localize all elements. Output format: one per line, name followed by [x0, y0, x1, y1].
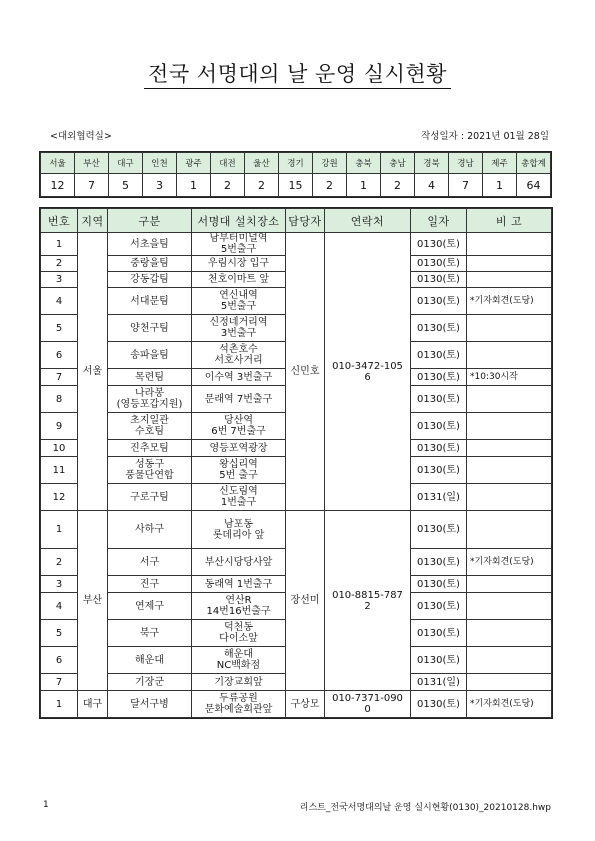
- date-cell: 0131(일): [411, 674, 467, 691]
- date-cell: 0130(토): [411, 386, 467, 413]
- summary-region-header: 총합계: [517, 153, 551, 174]
- summary-count-cell: 7: [75, 174, 109, 197]
- team-cell: 기장군: [108, 674, 192, 691]
- column-header: 비 고: [467, 209, 552, 233]
- row-number: 2: [41, 256, 78, 272]
- place-cell: 이수역 3번출구: [192, 369, 286, 386]
- summary-count-cell: 2: [313, 174, 347, 197]
- summary-region-header: 울산: [245, 153, 279, 174]
- page-number: 1: [43, 800, 49, 810]
- note-cell: [467, 620, 552, 647]
- row-number: 1: [41, 691, 78, 718]
- summary-region-header: 충남: [381, 153, 415, 174]
- place-cell: 신정네거리역 3번출구: [192, 315, 286, 342]
- date-cell: 0130(토): [411, 549, 467, 576]
- date-cell: 0130(토): [411, 233, 467, 256]
- summary-count-cell: 2: [381, 174, 415, 197]
- summary-count-cell: 1: [177, 174, 211, 197]
- place-cell: 두류공원 문화예술회관앞: [192, 691, 286, 718]
- manager-cell: 신민호: [286, 233, 325, 511]
- date-cell: 0130(토): [411, 413, 467, 440]
- place-cell: 석촌호수 서호사거리: [192, 342, 286, 369]
- row-number: 7: [41, 369, 78, 386]
- date-cell: 0130(토): [411, 593, 467, 620]
- summary-region-header: 강원: [313, 153, 347, 174]
- region-cell: 부산: [78, 511, 108, 691]
- summary-count-row: [41, 174, 551, 197]
- column-header: 지역: [78, 209, 108, 233]
- team-cell: 진구: [108, 576, 192, 593]
- place-cell: 연신내역 5번출구: [192, 288, 286, 315]
- table-row: [41, 691, 552, 718]
- date-cell: 0130(토): [411, 457, 467, 484]
- place-cell: 문래역 7번출구: [192, 386, 286, 413]
- summary-region-header: 경남: [449, 153, 483, 174]
- note-cell: [467, 386, 552, 413]
- summary-count-cell: 15: [279, 174, 313, 197]
- date-cell: 0130(토): [411, 369, 467, 386]
- place-cell: 연산R 14번16번출구: [192, 593, 286, 620]
- note-cell: [467, 647, 552, 674]
- table-row: [41, 233, 552, 256]
- roster-table: [40, 208, 552, 718]
- place-cell: 동래역 1번출구: [192, 576, 286, 593]
- summary-count-cell: 4: [415, 174, 449, 197]
- team-cell: 서대문팀: [108, 288, 192, 315]
- note-cell: [467, 233, 552, 256]
- row-number: 6: [41, 342, 78, 369]
- note-cell: [467, 457, 552, 484]
- note-cell: [467, 511, 552, 549]
- place-cell: 기장교회앞: [192, 674, 286, 691]
- row-number: 7: [41, 674, 78, 691]
- date-cell: 0131(일): [411, 484, 467, 511]
- summary-region-header: 인천: [143, 153, 177, 174]
- summary-region-header: 서울: [41, 153, 75, 174]
- team-cell: 성동구 풍물단연합: [108, 457, 192, 484]
- place-cell: 우림시장 입구: [192, 256, 286, 272]
- summary-count-cell: 64: [517, 174, 551, 197]
- column-header: 서명대 설치장소: [192, 209, 286, 233]
- row-number: 1: [41, 233, 78, 256]
- summary-region-header: 제주: [483, 153, 517, 174]
- team-cell: 서구: [108, 549, 192, 576]
- team-cell: 달서구병: [108, 691, 192, 718]
- place-cell: 천호이마트 앞: [192, 272, 286, 288]
- file-name: 리스트_전국서명대의날 운영 실시현황(0130)_20210128.hwp: [299, 803, 551, 813]
- place-cell: 부산시당당사앞: [192, 549, 286, 576]
- team-cell: 진추모팀: [108, 440, 192, 457]
- row-number: 8: [41, 386, 78, 413]
- summary-count-cell: 5: [109, 174, 143, 197]
- team-cell: 구로구팀: [108, 484, 192, 511]
- date-cell: 0130(토): [411, 272, 467, 288]
- row-number: 11: [41, 457, 78, 484]
- note-cell: *기자회견(도당): [467, 288, 552, 315]
- department-label: <대외협력실>: [50, 131, 112, 142]
- written-date: 작성일자 : 2021년 01월 28일: [421, 131, 549, 142]
- summary-count-cell: 7: [449, 174, 483, 197]
- column-header: 연락처: [325, 209, 411, 233]
- contact-cell: 010-3472-105 6: [325, 233, 411, 511]
- row-number: 1: [41, 511, 78, 549]
- row-number: 9: [41, 413, 78, 440]
- column-header: 번호: [41, 209, 78, 233]
- row-number: 12: [41, 484, 78, 511]
- manager-cell: 구상모: [286, 691, 325, 718]
- region-cell: 서울: [78, 233, 108, 511]
- team-cell: 초지일관 수호팀: [108, 413, 192, 440]
- row-number: 4: [41, 288, 78, 315]
- date-cell: 0130(토): [411, 440, 467, 457]
- row-number: 6: [41, 647, 78, 674]
- place-cell: 해운대 NC백화점: [192, 647, 286, 674]
- team-cell: 연제구: [108, 593, 192, 620]
- contact-cell: 010-8815-787 2: [325, 511, 411, 691]
- region-cell: 대구: [78, 691, 108, 718]
- row-number: 3: [41, 272, 78, 288]
- team-cell: 목련팀: [108, 369, 192, 386]
- summary-count-cell: 1: [483, 174, 517, 197]
- column-header: 일자: [411, 209, 467, 233]
- summary-region-header: 대전: [211, 153, 245, 174]
- place-cell: 영등포역광장: [192, 440, 286, 457]
- roster-body: [41, 233, 552, 718]
- column-header: 담당자: [286, 209, 325, 233]
- summary-region-header: 경북: [415, 153, 449, 174]
- team-cell: 양천구팀: [108, 315, 192, 342]
- note-cell: [467, 674, 552, 691]
- summary-region-header: 부산: [75, 153, 109, 174]
- summary-table: [40, 152, 551, 197]
- team-cell: 북구: [108, 620, 192, 647]
- date-cell: 0130(토): [411, 256, 467, 272]
- note-cell: [467, 413, 552, 440]
- roster-header-row: [41, 209, 552, 233]
- date-cell: 0130(토): [411, 288, 467, 315]
- row-number: 5: [41, 620, 78, 647]
- summary-count-cell: 2: [211, 174, 245, 197]
- note-cell: [467, 440, 552, 457]
- date-cell: 0130(토): [411, 342, 467, 369]
- date-cell: 0130(토): [411, 315, 467, 342]
- summary-count-cell: 12: [41, 174, 75, 197]
- date-cell: 0130(토): [411, 511, 467, 549]
- note-cell: *기자회견(도당): [467, 549, 552, 576]
- note-cell: [467, 315, 552, 342]
- date-cell: 0130(토): [411, 691, 467, 718]
- date-cell: 0130(토): [411, 647, 467, 674]
- row-number: 3: [41, 576, 78, 593]
- row-number: 2: [41, 549, 78, 576]
- summary-header-row: [41, 153, 551, 174]
- row-number: 5: [41, 315, 78, 342]
- team-cell: 송파을팀: [108, 342, 192, 369]
- document-title: [0, 58, 595, 88]
- row-number: 4: [41, 593, 78, 620]
- summary-region-header: 광주: [177, 153, 211, 174]
- place-cell: 당산역 6번 7번출구: [192, 413, 286, 440]
- note-cell: [467, 342, 552, 369]
- summary-region-header: 대구: [109, 153, 143, 174]
- summary-count-cell: 1: [347, 174, 381, 197]
- note-cell: [467, 272, 552, 288]
- team-cell: 사하구: [108, 511, 192, 549]
- summary-count-cell: 2: [245, 174, 279, 197]
- column-header: 구분: [108, 209, 192, 233]
- place-cell: 남부터미널역 5번출구: [192, 233, 286, 256]
- place-cell: 남포동 롯데리아 앞: [192, 511, 286, 549]
- note-cell: *기자회견(도당): [467, 691, 552, 718]
- summary-count-cell: 3: [143, 174, 177, 197]
- note-cell: [467, 576, 552, 593]
- contact-cell: 010-7371-090 0: [325, 691, 411, 718]
- summary-region-header: 경기: [279, 153, 313, 174]
- note-cell: [467, 256, 552, 272]
- place-cell: 덕천동 다이소앞: [192, 620, 286, 647]
- team-cell: 나라봉 (영등포갑지원): [108, 386, 192, 413]
- row-number: 10: [41, 440, 78, 457]
- date-cell: 0130(토): [411, 576, 467, 593]
- team-cell: 중랑을팀: [108, 256, 192, 272]
- place-cell: 신도림역 1번출구: [192, 484, 286, 511]
- note-cell: [467, 593, 552, 620]
- document-title-text: 전국 서명대의 날 운영 실시현황: [144, 62, 451, 89]
- team-cell: 서초을팀: [108, 233, 192, 256]
- manager-cell: 장선미: [286, 511, 325, 691]
- team-cell: 강동갑팀: [108, 272, 192, 288]
- note-cell: *10:30시작: [467, 369, 552, 386]
- note-cell: [467, 484, 552, 511]
- summary-region-header: 충북: [347, 153, 381, 174]
- date-cell: 0130(토): [411, 620, 467, 647]
- table-row: [41, 511, 552, 549]
- team-cell: 해운대: [108, 647, 192, 674]
- place-cell: 왕십리역 5번 출구: [192, 457, 286, 484]
